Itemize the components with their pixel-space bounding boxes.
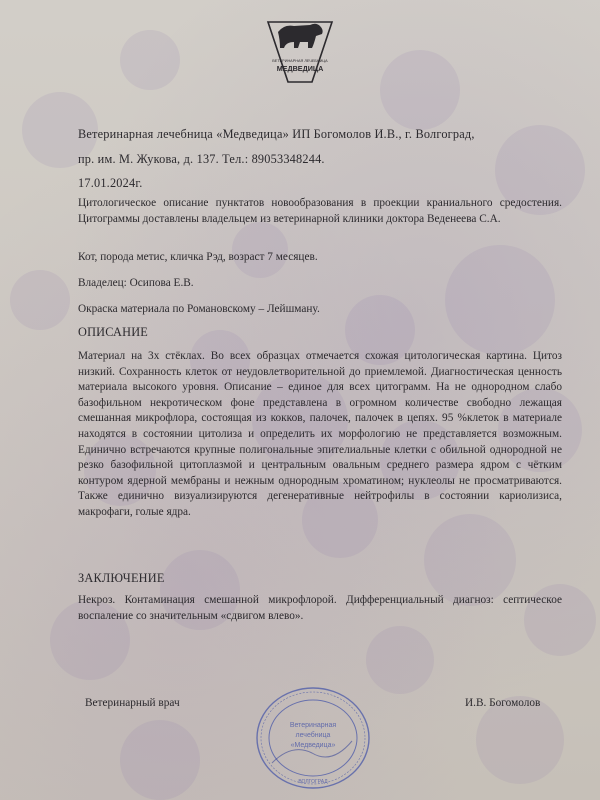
stamp-line-2: лечебница bbox=[295, 732, 331, 739]
conclusion-heading: ЗАКЛЮЧЕНИЕ bbox=[78, 571, 165, 585]
logo-text: МЕДВЕДИЦА bbox=[276, 64, 324, 73]
conclusion-paragraph: Некроз. Контаминация смешанной микрофлорой. Дифференциальный диагноз: септическое воспаление со значительным «сдвигом влево». bbox=[78, 594, 562, 622]
clinic-logo bbox=[250, 12, 350, 94]
stamp-line-3: «Медведица» bbox=[290, 742, 336, 749]
signature-role: Ветеринарный врач bbox=[85, 697, 180, 709]
clinic-stamp bbox=[252, 683, 374, 793]
stamp-line-1: Ветеринарная bbox=[289, 722, 337, 729]
document-date: 17.01.2024г. bbox=[78, 176, 143, 190]
logo-small-text: ВЕТЕРИНАРНАЯ ЛЕЧЕБНИЦА bbox=[272, 59, 328, 63]
stamp-bottom: ВОЛГОГРАД bbox=[298, 779, 328, 785]
clinic-line: Ветеринарная лечебница «Медведица» ИП Богомолов И.В., г. Волгоград, bbox=[78, 127, 475, 141]
address-line: пр. им. М. Жукова, д. 137. Тел.: 89053348244. bbox=[78, 152, 325, 166]
bear-logo-icon bbox=[268, 22, 332, 82]
description-paragraph: Материал на 3х стёклах. Во всех образцах отмечается схожая цитологическая картина. Цитоз низкий. Сохранность клеток от неудовлетворительной до приемлемой. Диагностическая ценность материала высокого уровня. Описание – единое для всех цитограмм. На не однородном слабо базофильном некротическом фоне представлена в огромном количестве свободно лежащая смешанная микрофлора, состоящая из кокков, палочек, палочек в цепях. 95 %клеток в материале находятся в состоянии цитолиза и определить их морфологию не представляется возможным. Единично встречаются крупные полигональные эпителиальные клетки с обильной однородной не резко базофильной цитоплазмой и центральным овальным среднего размера ядром с чётким контуром ядерной мембраны и нежным однородным хроматином; нуклеолы не просматриваются. Также единично визуализируются дегенеративные нейтрофилы в состоянии кариолизиса, макрофаги, голые ядра. bbox=[78, 350, 562, 518]
description-heading: ОПИСАНИЕ bbox=[78, 325, 148, 339]
owner-line: Владелец: Осипова Е.В. bbox=[78, 277, 194, 289]
stain-line: Окраска материала по Романовскому – Лейшману. bbox=[78, 303, 320, 315]
subject-paragraph: Цитологическое описание пунктатов новообразования в проекции краниального средостения. Цитограммы доставлены владельцем из ветеринарной клиники доктора Веденеева С.А. bbox=[78, 197, 562, 225]
patient-line: Кот, порода метис, кличка Рэд, возраст 7 месяцев. bbox=[78, 251, 318, 263]
signature-name: И.В. Богомолов bbox=[465, 697, 541, 709]
